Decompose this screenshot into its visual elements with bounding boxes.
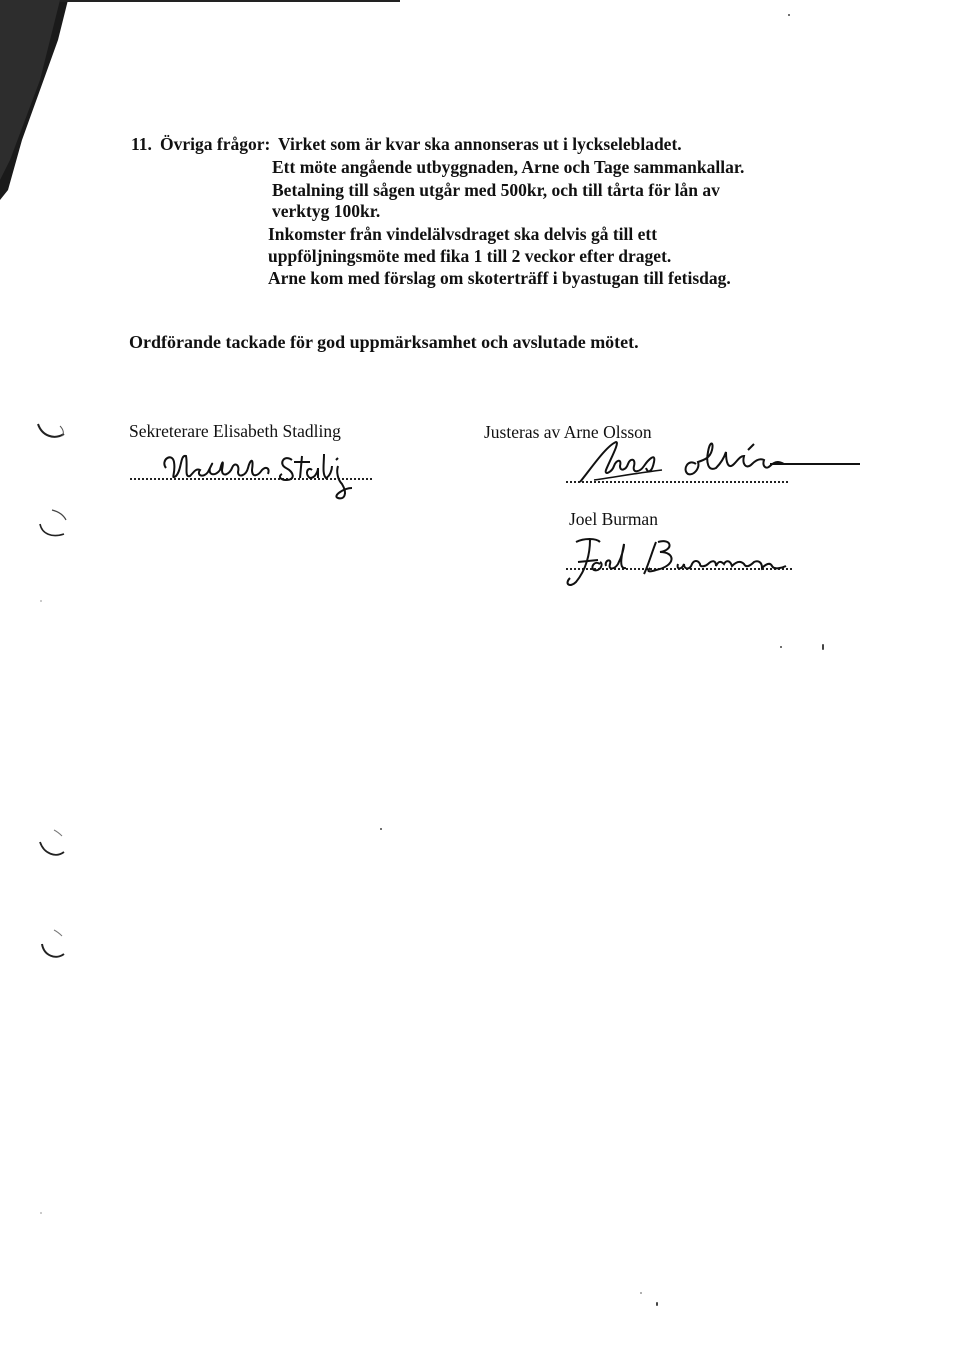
item-line: Betalning till sågen utgår med 500kr, och till tårta för lån av (272, 180, 720, 200)
scan-top-line (60, 0, 400, 2)
scan-speck (40, 1212, 42, 1214)
item-title: Övriga frågor: (160, 134, 271, 154)
scan-speck (640, 1292, 642, 1294)
item-line: Arne kom med förslag om skoterträff i byastugan till fetisdag. (268, 268, 731, 288)
adjuster-label: Justeras av Arne Olsson (484, 422, 652, 442)
punch-hole-shadow (34, 418, 68, 446)
adjuster-signature (570, 430, 870, 490)
scan-speck (40, 600, 42, 602)
item-line: uppföljningsmöte med fika 1 till 2 veckor efter draget. (268, 246, 672, 266)
item-number: 11. (131, 134, 152, 154)
punch-hole-shadow (34, 506, 68, 542)
second-adjuster-signature (560, 530, 800, 590)
punch-hole-shadow (34, 828, 68, 864)
item-line: Inkomster från vindelälvsdraget ska delvis gå till ett (268, 224, 658, 244)
item-line: verktyg 100kr. (272, 201, 381, 221)
scan-speck (380, 828, 382, 830)
scan-speck (780, 646, 782, 648)
second-adjuster-label: Joel Burman (569, 509, 658, 529)
secretary-label: Sekreterare Elisabeth Stadling (129, 421, 341, 441)
scan-speck (656, 1302, 658, 1306)
item-line: Virket som är kvar ska annonseras ut i lyckselebladet. (278, 134, 682, 154)
punch-hole-shadow (34, 928, 68, 964)
secretary-signature (152, 440, 382, 502)
scan-speck (788, 14, 790, 16)
closing-statement: Ordförande tackade för god uppmärksamhet och avslutade mötet. (129, 332, 639, 352)
item-line: Ett möte angående utbyggnaden, Arne och Tage sammankallar. (272, 157, 745, 177)
scan-edge-shadow (0, 0, 80, 200)
scan-speck (822, 644, 824, 650)
